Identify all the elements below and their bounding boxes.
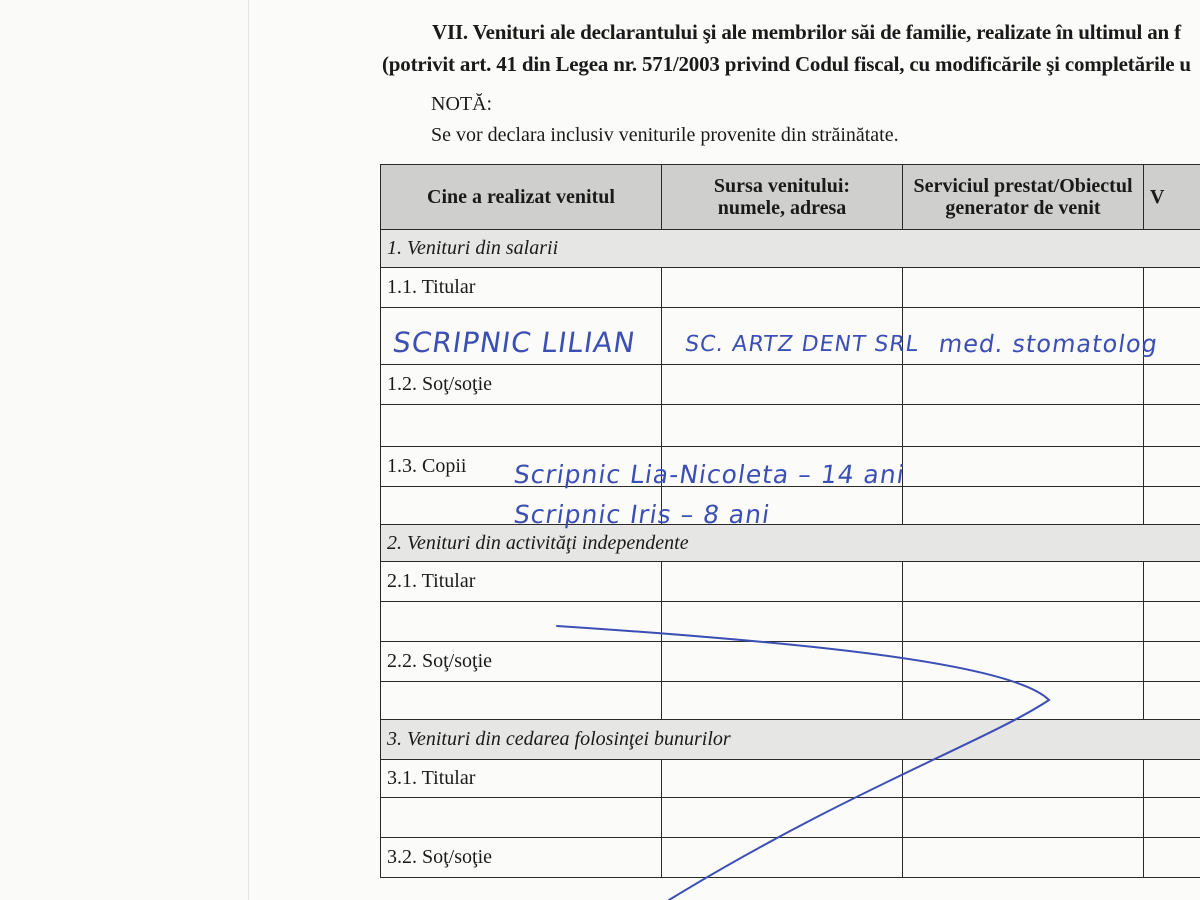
section-heading-line1: VII. Venituri ale declarantului şi ale membrilor săi de familie, realizate în ultimul an f (432, 20, 1181, 44)
viewer-left-margin (0, 0, 249, 900)
handwritten-strike-line (249, 0, 1200, 900)
header-value: V (1144, 165, 1200, 230)
document-page (249, 0, 1200, 900)
row-label: 3.2. Soţ/soţie (381, 838, 662, 878)
row-label: 1.1. Titular (381, 268, 662, 308)
handwritten-titular-source: SC. ARTZ DENT SRL (683, 332, 921, 357)
row-label: 1.2. Soţ/soţie (381, 365, 662, 405)
section-label: 2. Venituri din activităţi independente (381, 525, 1200, 562)
header-service: Serviciul prestat/Obiectul generator de venit (903, 165, 1144, 230)
handwritten-titular-name: SCRIPNIC LILIAN (390, 326, 638, 359)
note-text: Se vor declara inclusiv veniturile provenite din străinătate. (431, 124, 899, 146)
section-label: 3. Venituri din cedarea folosinţei bunurilor (381, 720, 1200, 760)
note-title: NOTĂ: (431, 93, 493, 115)
handwritten-titular-service: med. stomatolog (937, 330, 1160, 358)
handwritten-child-2: Scripnic Iris – 8 ani (511, 500, 773, 529)
row-label: 2.2. Soţ/soţie (381, 642, 662, 682)
section-heading-line2: (potrivit art. 41 din Legea nr. 571/2003 privind Codul fiscal, cu modificările şi completările u (382, 52, 1191, 76)
row-label: 1.3. Copii (381, 447, 662, 487)
row-label: 3.1. Titular (381, 760, 662, 798)
section-label: 1. Venituri din salarii (381, 230, 1200, 268)
handwritten-child-1: Scripnic Lia-Nicoleta – 14 ani (511, 460, 907, 489)
header-who: Cine a realizat venitul (381, 165, 662, 230)
row-label: 2.1. Titular (381, 562, 662, 602)
header-source: Sursa venitului: numele, adresa (662, 165, 903, 230)
